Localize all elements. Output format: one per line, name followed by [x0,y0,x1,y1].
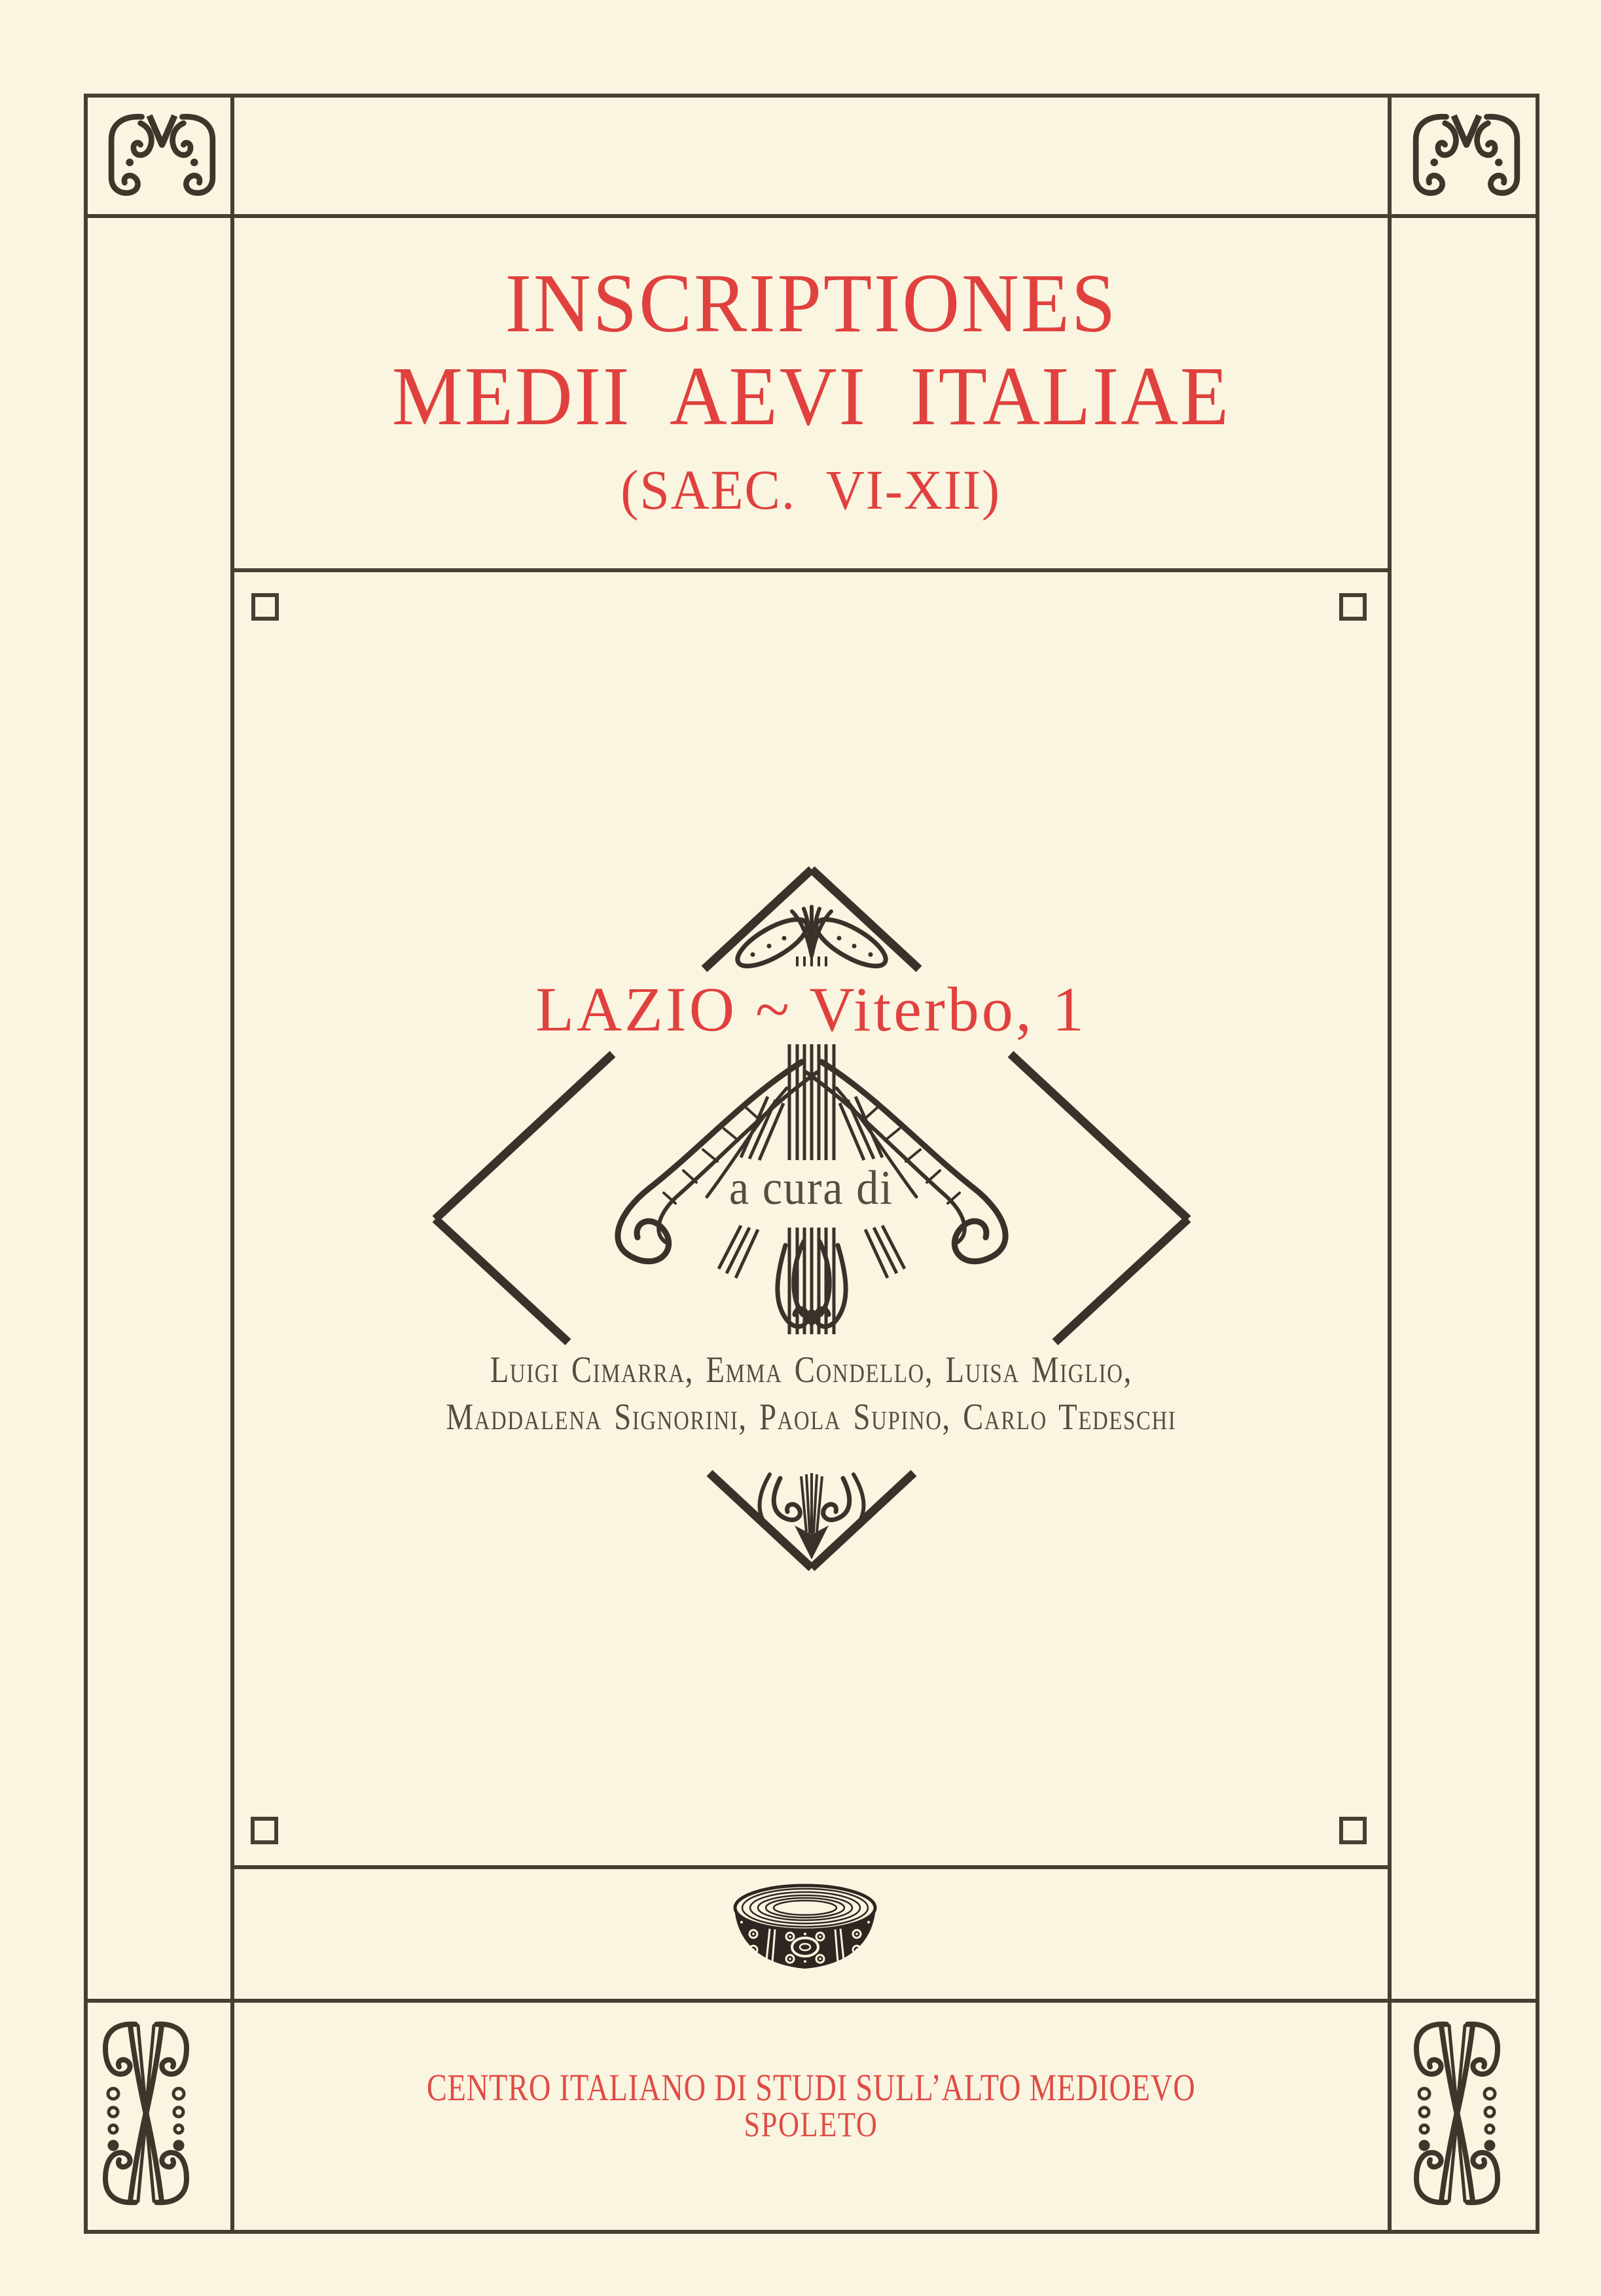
editors-line-2 [230,1396,1392,1438]
corner-mark-square [1339,1817,1367,1844]
publisher-city-text: SPOLETO [744,2105,878,2144]
edited-by-text: a cura di [729,1161,893,1215]
corner-scroll-ornament-icon [1403,107,1530,202]
frame-line [1536,94,1539,2234]
frame-line [84,1999,1539,2003]
title-line-3 [230,457,1392,522]
title-text: MEDII AEVI ITALIAE [391,350,1231,443]
series-title [230,973,1392,1046]
frame-line [230,568,1392,572]
editors-text: Luigi Cimarra, Emma Condello, Luisa Miglio, [490,1349,1132,1391]
corner-mark-square [1339,593,1367,621]
publisher-name [230,2066,1392,2109]
frame-line [84,214,1539,218]
corner-scroll-ornament-icon [98,107,226,202]
editors-line-1 [230,1349,1392,1391]
title-line-2 [230,348,1392,445]
series-title-text: LAZIO ~ Viterbo, 1 [535,974,1087,1044]
corner-mark-square [251,593,279,621]
editors-text: Maddalena Signorini, Paola Supino, Carlo Tedeschi [446,1396,1176,1438]
frame-line [84,94,88,2234]
publisher-city [230,2104,1392,2145]
title-text: (SAEC. VI-XII) [621,458,1001,521]
frame-line [84,94,1539,98]
corner-scroll-ornament-vertical-icon [90,2011,202,2215]
corner-scroll-ornament-vertical-icon [1401,2011,1513,2215]
corner-mark-square [251,1817,278,1844]
frame-line [230,1865,1392,1869]
edited-by-label [230,1161,1392,1216]
title-line-1 [230,255,1392,352]
ring-engraving [722,1876,889,1989]
publisher-text: CENTRO ITALIANO DI STUDI SULL’ALTO MEDIOEVO [426,2066,1196,2109]
title-text: INSCRIPTIONES [505,257,1117,350]
frame-line [84,2230,1539,2234]
